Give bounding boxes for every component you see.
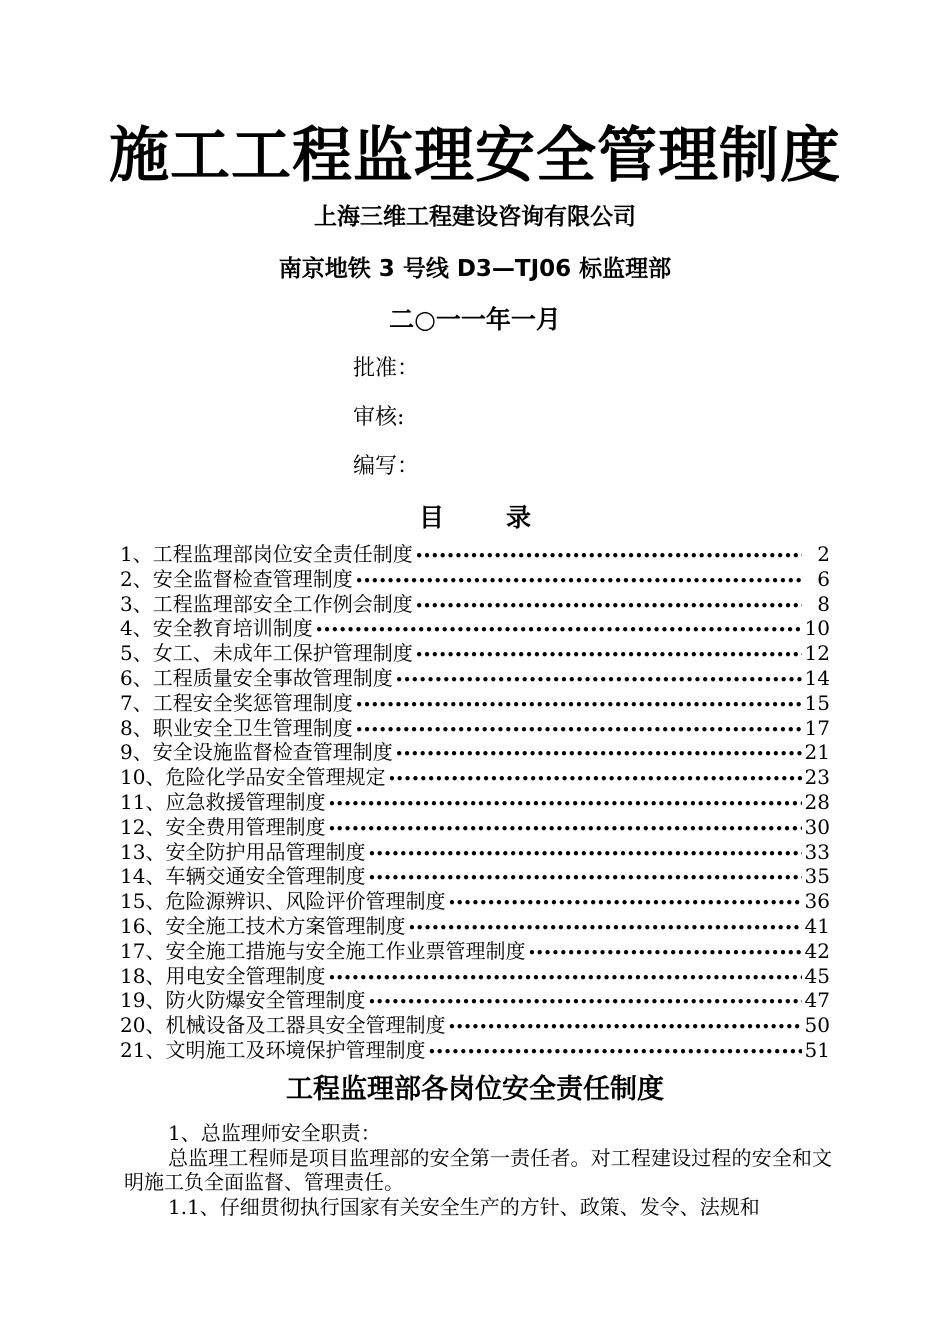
toc-item-text: 9、安全设施监督检查管理制度	[120, 740, 393, 765]
toc-item-page: 30	[804, 814, 830, 839]
toc-leader-dots	[355, 569, 802, 592]
toc-item[interactable]	[120, 567, 830, 592]
toc-item[interactable]	[120, 765, 830, 790]
toc-item[interactable]	[120, 592, 830, 617]
toc-leader-dots	[355, 693, 802, 716]
toc-item[interactable]	[120, 889, 830, 914]
toc-item[interactable]	[120, 542, 830, 567]
toc-item-text: 20、机械设备及工器具安全管理制度	[120, 1013, 446, 1038]
toc-leader-dots	[415, 544, 802, 567]
toc-item-page: 51	[804, 1037, 830, 1062]
toc-leader-dots	[315, 618, 802, 641]
toc-leader-dots	[395, 742, 802, 765]
toc-item-text: 1、工程监理部岗位安全责任制度	[120, 542, 413, 566]
toc-item[interactable]	[120, 740, 830, 765]
toc-item[interactable]	[120, 1013, 830, 1038]
toc-heading	[0, 500, 950, 536]
toc-item-page: 15	[804, 690, 830, 715]
document-title: 施工工程监理安全管理制度	[109, 121, 841, 191]
toc-leader-dots	[447, 1015, 802, 1038]
toc-item-page: 50	[804, 1013, 830, 1038]
toc-item-text: 3、工程监理部安全工作例会制度	[120, 591, 413, 616]
toc-item-page: 14	[804, 665, 830, 690]
toc-item-page: 45	[804, 963, 830, 988]
toc-item-text: 21、文明施工及环境保护管理制度	[120, 1037, 426, 1062]
toc-leader-dots	[327, 817, 802, 840]
company-name: 上海三维工程建设咨询有限公司	[314, 204, 636, 230]
toc-item-text: 12、安全费用管理制度	[120, 814, 326, 839]
toc-leader-dots	[407, 916, 802, 939]
toc-item-page: 17	[804, 715, 830, 740]
toc-item[interactable]	[120, 988, 830, 1013]
toc-item-text: 4、安全教育培训制度	[120, 616, 313, 641]
toc-item[interactable]	[120, 1038, 830, 1063]
toc-item-text: 18、用电安全管理制度	[120, 963, 326, 988]
toc-item-page: 12	[804, 641, 830, 666]
toc-leader-dots	[367, 842, 802, 865]
toc-item-text: 8、职业安全卫生管理制度	[120, 715, 353, 740]
toc-item-text: 15、危险源辨识、风险评价管理制度	[120, 889, 446, 914]
toc-item-page: 36	[804, 889, 830, 914]
toc-heading-right: 录	[506, 503, 532, 532]
toc-heading-left: 目	[418, 503, 444, 532]
toc-item-page: 23	[804, 765, 830, 790]
toc-leader-dots	[327, 792, 802, 815]
toc-leader-dots	[387, 767, 802, 790]
toc-item-text: 5、女工、未成年工保护管理制度	[120, 641, 413, 666]
toc-item[interactable]	[120, 666, 830, 691]
toc-leader-dots	[395, 668, 802, 691]
toc-item[interactable]	[120, 815, 830, 840]
toc-item-text: 6、工程质量安全事故管理制度	[120, 665, 393, 690]
body-paragraph: 总监理工程师是项目监理部的安全第一责任者。对工程建设过程的安全和文明施工负全面监督、管理责任。	[124, 1146, 832, 1194]
toc-leader-dots	[367, 866, 802, 889]
section-title: 工程监理部各岗位安全责任制度	[286, 1074, 664, 1105]
document-date: 二○一一年一月	[389, 305, 561, 334]
toc-item-page: 41	[804, 913, 830, 938]
toc-item-text: 13、安全防护用品管理制度	[120, 839, 366, 864]
toc-leader-dots	[327, 966, 802, 989]
toc-item[interactable]	[120, 616, 830, 641]
toc-item-page: 8	[817, 591, 830, 616]
toc-leader-dots	[427, 1040, 802, 1063]
toc-leader-dots	[355, 718, 802, 741]
toc-item-page: 21	[804, 740, 830, 765]
toc-item-text: 2、安全监督检查管理制度	[120, 566, 353, 591]
toc-item-page: 28	[804, 789, 830, 814]
body-paragraph: 1.1、仔细贯彻执行国家有关安全生产的方针、政策、发令、法规和	[168, 1195, 760, 1219]
toc-item-text: 19、防火防爆安全管理制度	[120, 988, 366, 1013]
toc-leader-dots	[527, 941, 802, 964]
toc-leader-dots	[415, 594, 802, 617]
toc-item-text: 16、安全施工技术方案管理制度	[120, 913, 406, 938]
table-of-contents	[120, 542, 830, 1063]
toc-item[interactable]	[120, 691, 830, 716]
toc-item-text: 11、应急救援管理制度	[120, 789, 326, 814]
toc-item-text: 10、危险化学品安全管理规定	[120, 765, 386, 790]
toc-item-page: 35	[804, 864, 830, 889]
toc-leader-dots	[447, 891, 802, 914]
toc-item[interactable]	[120, 716, 830, 741]
project-name: 南京地铁 3 号线 D3—TJ06 标监理部	[278, 256, 672, 282]
body-paragraph: 1、总监理师安全职责：	[168, 1121, 381, 1145]
approve-label: 批准：	[353, 356, 420, 381]
toc-item-page: 47	[804, 988, 830, 1013]
toc-item[interactable]	[120, 939, 830, 964]
toc-item[interactable]	[120, 641, 830, 666]
toc-item[interactable]	[120, 964, 830, 989]
toc-item-page: 10	[804, 616, 830, 641]
toc-item-text: 7、工程安全奖惩管理制度	[120, 690, 353, 715]
toc-item[interactable]	[120, 840, 830, 865]
toc-item[interactable]	[120, 864, 830, 889]
toc-item-text: 14、车辆交通安全管理制度	[120, 864, 366, 889]
compile-label: 编写：	[353, 454, 420, 479]
toc-item[interactable]	[120, 790, 830, 815]
toc-leader-dots	[367, 990, 802, 1013]
toc-item-page: 42	[804, 938, 830, 963]
toc-item-page: 2	[817, 542, 830, 566]
toc-item[interactable]	[120, 914, 830, 939]
toc-leader-dots	[415, 643, 802, 666]
review-label: 审核:	[353, 405, 405, 430]
toc-item-page: 33	[804, 839, 830, 864]
toc-item-page: 6	[817, 566, 830, 591]
toc-item-text: 17、安全施工措施与安全施工作业票管理制度	[120, 938, 526, 963]
